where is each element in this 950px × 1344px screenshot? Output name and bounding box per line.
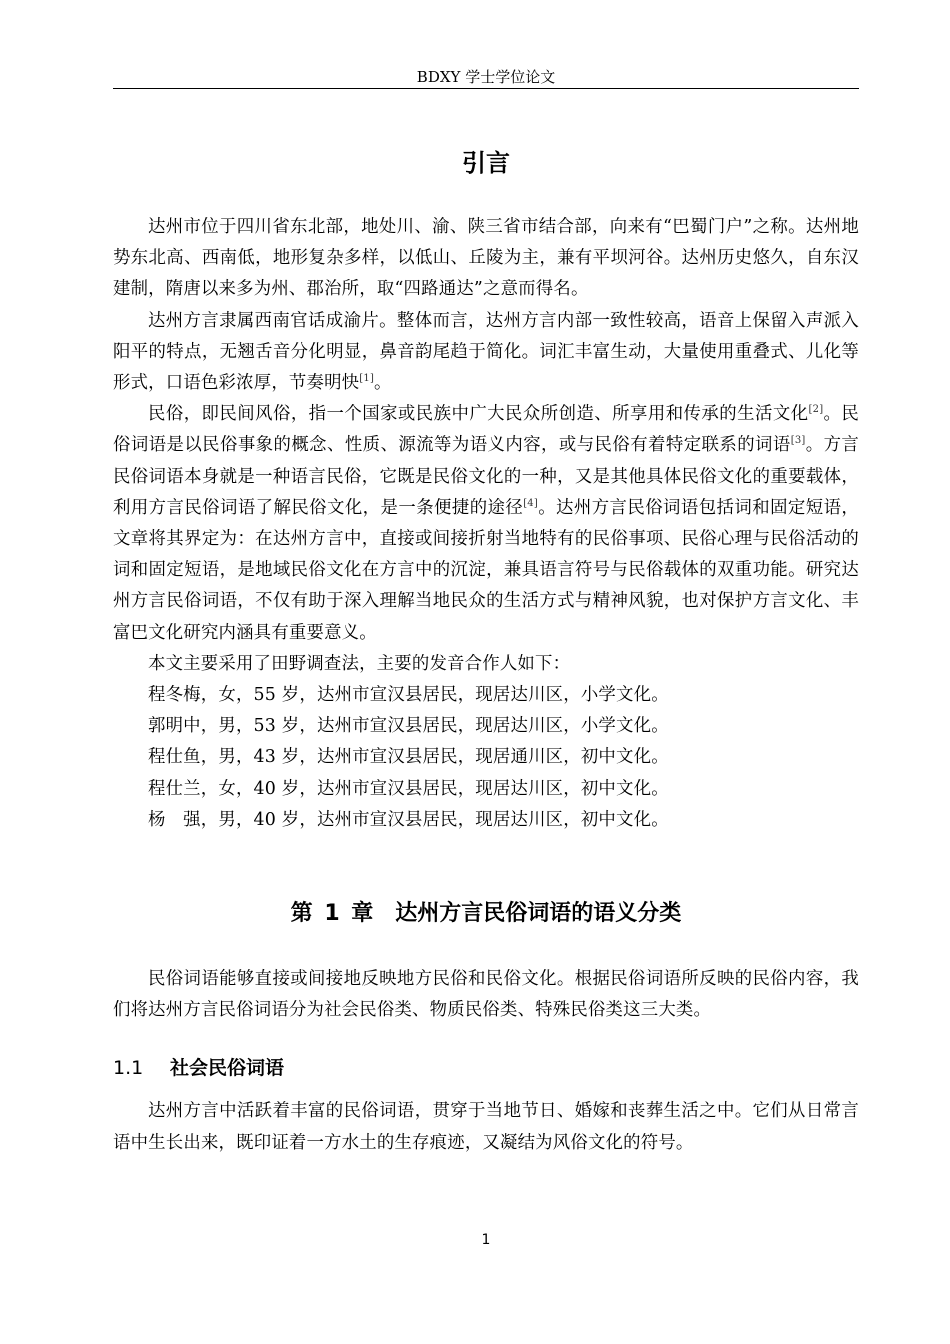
page-header: BDXY 学士学位论文 [416,68,556,86]
citation-4: [4] [523,497,538,509]
intro-paragraph-2 [113,306,859,400]
citation-1: [1] [359,373,375,385]
page-number: 1 [481,1232,491,1248]
informant-list [113,680,859,836]
informant-item: 杨 强，男，40 岁，达州市宣汉县居民，现居达川区，初中文化。 [148,809,669,830]
intro-paragraph-4: 本文主要采用了田野调查法，主要的发音合作人如下： [148,653,571,674]
intro-paragraph-3-text-c: 。方言民俗词语本身就是一种语言民俗，它既是民俗文化的一种，又是其他具体民俗文化的重要载体，利用方言民俗词语了解民俗文化，是一条便捷的途径 [113,435,859,518]
citation-3: [3] [790,435,806,447]
informant-item: 程仕鱼，男，43 岁，达州市宣汉县居民，现居通川区，初中文化。 [148,747,669,768]
informant-item: 程仕兰，女，40 岁，达州市宣汉县居民，现居达川区，初中文化。 [148,778,669,799]
chapter-1-title: 第 1 章 达州方言民俗词语的语义分类 [290,901,682,927]
informant-item: 程冬梅，女，55 岁，达州市宣汉县居民，现居达川区，小学文化。 [148,685,669,706]
header-rule [113,88,859,89]
intro-paragraph-3-text-d: 。达州方言民俗词语包括词和固定短语，文章将其界定为：在达州方言中，直接或间接折射当地特有的民俗事项、民俗心理与民俗活动的词和固定短语，是地域民俗文化在方言中的沉淀，兼具语言符号与民俗载体的双重功能。研究达州方言民俗词语，不仅有助于深入理解当地民众的生活方式与精神风貌，也对保护方言文化、丰富巴文化研究内涵具有重要意义。 [113,497,859,643]
section-title: 社会民俗词语 [170,1057,285,1080]
intro-paragraph-2-text: 达州方言隶属西南官话成渝片。整体而言，达州方言内部一致性较高，语音上保留入声派入阳平的特点，无翘舌音分化明显，鼻音韵尾趋于简化。词汇丰富生动，大量使用重叠式、儿化等形式，口语色彩浓厚，节奏明快 [113,310,859,394]
intro-paragraph-1: 达州市位于四川省东北部，地处川、渝、陕三省市结合部，向来有“巴蜀门户”之称。达州地势东北高、西南低，地形复杂多样，以低山、丘陵为主，兼有平坝河谷。达州历史悠久，自东汉建制，隋唐以来多为州、郡治所，取“四路通达”之意而得名。 [113,217,859,300]
page-content [113,140,859,1159]
citation-2: [2] [808,404,824,416]
intro-title: 引言 [462,149,510,177]
section-number: 1.1 [113,1057,144,1080]
section-1-1-heading [113,1048,859,1088]
intro-paragraph-3-text-b: 。民俗词语是以民俗事象的概念、性质、源流等为语义内容，或与民俗有着特定联系的词语 [113,404,860,456]
intro-paragraph-2-end: 。 [374,373,392,394]
intro-paragraph-3 [113,399,859,649]
informant-item: 郭明中，男，53 岁，达州市宣汉县居民，现居达川区，小学文化。 [148,716,669,737]
section-1-1-paragraph-1: 达州方言中活跃着丰富的民俗词语，贯穿于当地节日、婚嫁和丧葬生活之中。它们从日常言语中生长出来，既印证着一方水土的生存痕迹，又凝结为风俗文化的符号。 [113,1101,859,1153]
intro-paragraph-3-text-a: 民俗，即民间风俗，指一个国家或民族中广大民众所创造、所享用和传承的生活文化 [148,404,809,425]
chapter-1-paragraph-1: 民俗词语能够直接或间接地反映地方民俗和民俗文化。根据民俗词语所反映的民俗内容，我们将达州方言民俗词语分为社会民俗类、物质民俗类、特殊民俗类这三大类。 [113,969,859,1021]
